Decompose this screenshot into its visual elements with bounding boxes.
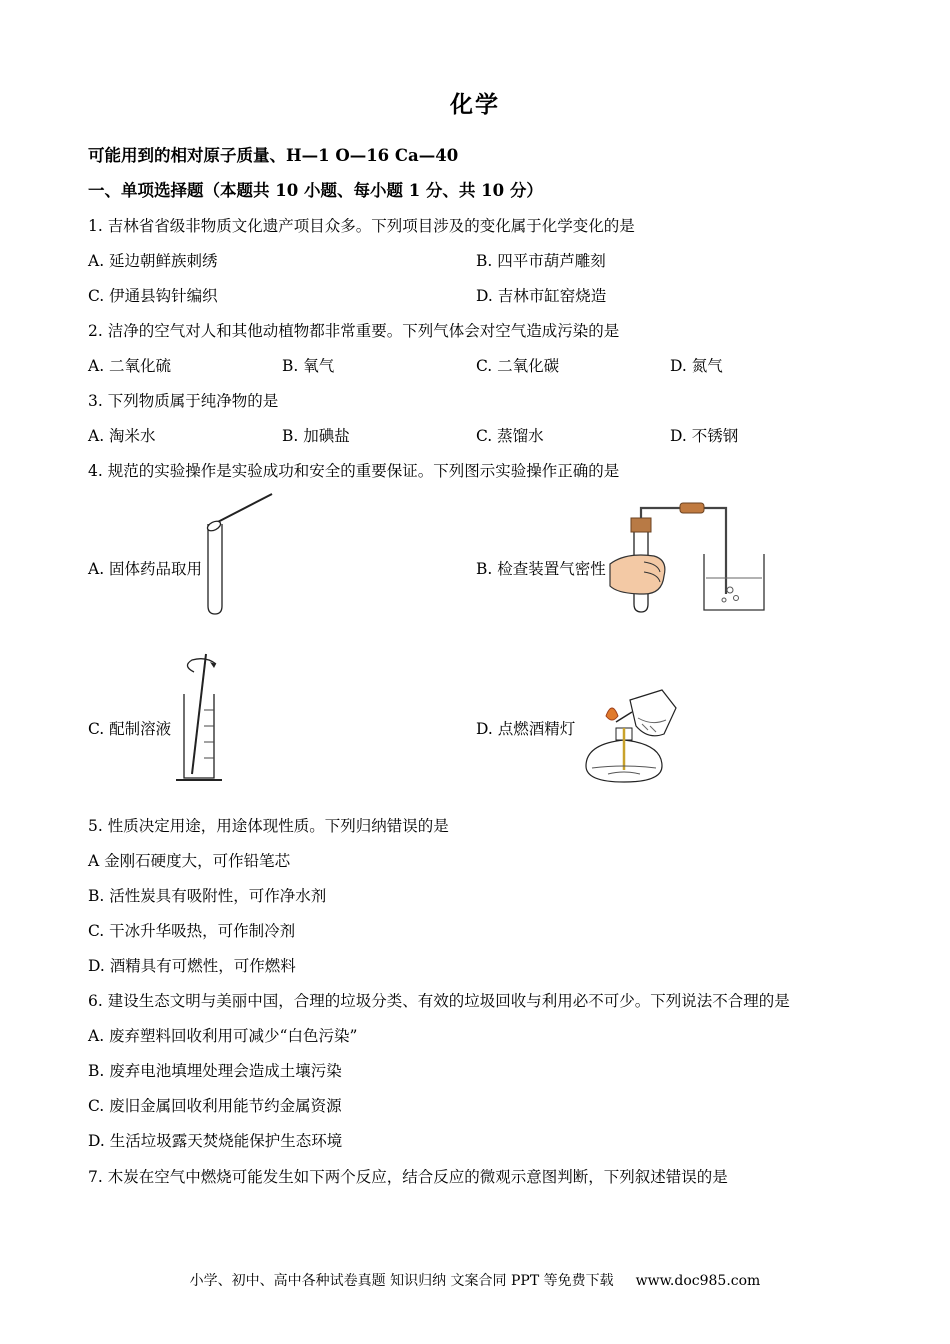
q4-stem: 4. 规范的实验操作是实验成功和安全的重要保证。下列图示实验操作正确的是 xyxy=(88,462,620,480)
q1-option-d[interactable]: D. 吉林市缸窑烧造 xyxy=(476,287,607,305)
q5-option-b[interactable]: B. 活性炭具有吸附性，可作净水剂 xyxy=(88,887,327,905)
page-footer xyxy=(0,1270,950,1290)
q2-option-b[interactable]: B. 氧气 xyxy=(282,357,335,375)
q4-option-b[interactable]: B. 检查装置气密性 xyxy=(476,560,606,578)
q5-option-d[interactable]: D. 酒精具有可燃性，可作燃料 xyxy=(88,957,296,975)
q1-option-b[interactable]: B. 四平市葫芦雕刻 xyxy=(476,252,606,270)
q2-option-d[interactable]: D. 氮气 xyxy=(670,357,723,375)
q1-option-c[interactable]: C. 伊通县钩针编织 xyxy=(88,287,218,305)
q3-option-b[interactable]: B. 加碘盐 xyxy=(282,427,350,445)
q5-stem: 5. 性质决定用途，用途体现性质。下列归纳错误的是 xyxy=(88,817,449,835)
solution-preparation-illustration xyxy=(170,650,230,786)
q2-option-c[interactable]: C. 二氧化碳 xyxy=(476,357,560,375)
q3-stem: 3. 下列物质属于纯净物的是 xyxy=(88,392,279,410)
q7-stem: 7. 木炭在空气中燃烧可能发生如下两个反应，结合反应的微观示意图判断，下列叙述错误的是 xyxy=(88,1168,728,1186)
q2-option-a[interactable]: A. 二氧化硫 xyxy=(88,357,172,375)
q1-option-a[interactable]: A. 延边朝鲜族刺绣 xyxy=(88,252,218,270)
q4-option-c[interactable]: C. 配制溶液 xyxy=(88,720,172,738)
q6-option-a[interactable]: A. 废弃塑料回收利用可减少“白色污染” xyxy=(88,1027,358,1045)
footer-text: 小学、初中、高中各种试卷真题 知识归纳 文案合同 PPT 等免费下载 xyxy=(189,1273,614,1289)
airtightness-check-illustration xyxy=(606,494,774,616)
section-heading: 一、单项选择题（本题共 10 小题、每小题 1 分、共 10 分） xyxy=(88,181,543,200)
page-title: 化学 xyxy=(450,91,500,118)
solid-reagent-spoon-illustration xyxy=(200,488,280,616)
q4-option-a[interactable]: A. 固体药品取用 xyxy=(88,560,203,578)
q6-option-b[interactable]: B. 废弃电池填埋处理会造成土壤污染 xyxy=(88,1062,342,1080)
q4-option-d[interactable]: D. 点燃酒精灯 xyxy=(476,720,576,738)
q1-stem: 1. 吉林省省级非物质文化遗产项目众多。下列项目涉及的变化属于化学变化的是 xyxy=(88,217,635,235)
footer-url[interactable]: www.doc985.com xyxy=(635,1273,761,1289)
q3-option-c[interactable]: C. 蒸馏水 xyxy=(476,427,544,445)
q3-option-a[interactable]: A. 淘米水 xyxy=(88,427,156,445)
atomic-masses-note: 可能用到的相对原子质量、H—1 O—16 Ca—40 xyxy=(88,146,459,165)
alcohol-lamp-illustration xyxy=(578,686,686,786)
q5-option-a[interactable]: A 金刚石硬度大，可作铅笔芯 xyxy=(88,852,291,870)
q6-option-c[interactable]: C. 废旧金属回收利用能节约金属资源 xyxy=(88,1097,342,1115)
q2-stem: 2. 洁净的空气对人和其他动植物都非常重要。下列气体会对空气造成污染的是 xyxy=(88,322,620,340)
q3-option-d[interactable]: D. 不锈钢 xyxy=(670,427,739,445)
q6-stem: 6. 建设生态文明与美丽中国，合理的垃圾分类、有效的垃圾回收与利用必不可少。下列说法不合理的是 xyxy=(88,992,790,1010)
q5-option-c[interactable]: C. 干冰升华吸热，可作制冷剂 xyxy=(88,922,296,940)
q6-option-d[interactable]: D. 生活垃圾露天焚烧能保护生态环境 xyxy=(88,1132,343,1150)
